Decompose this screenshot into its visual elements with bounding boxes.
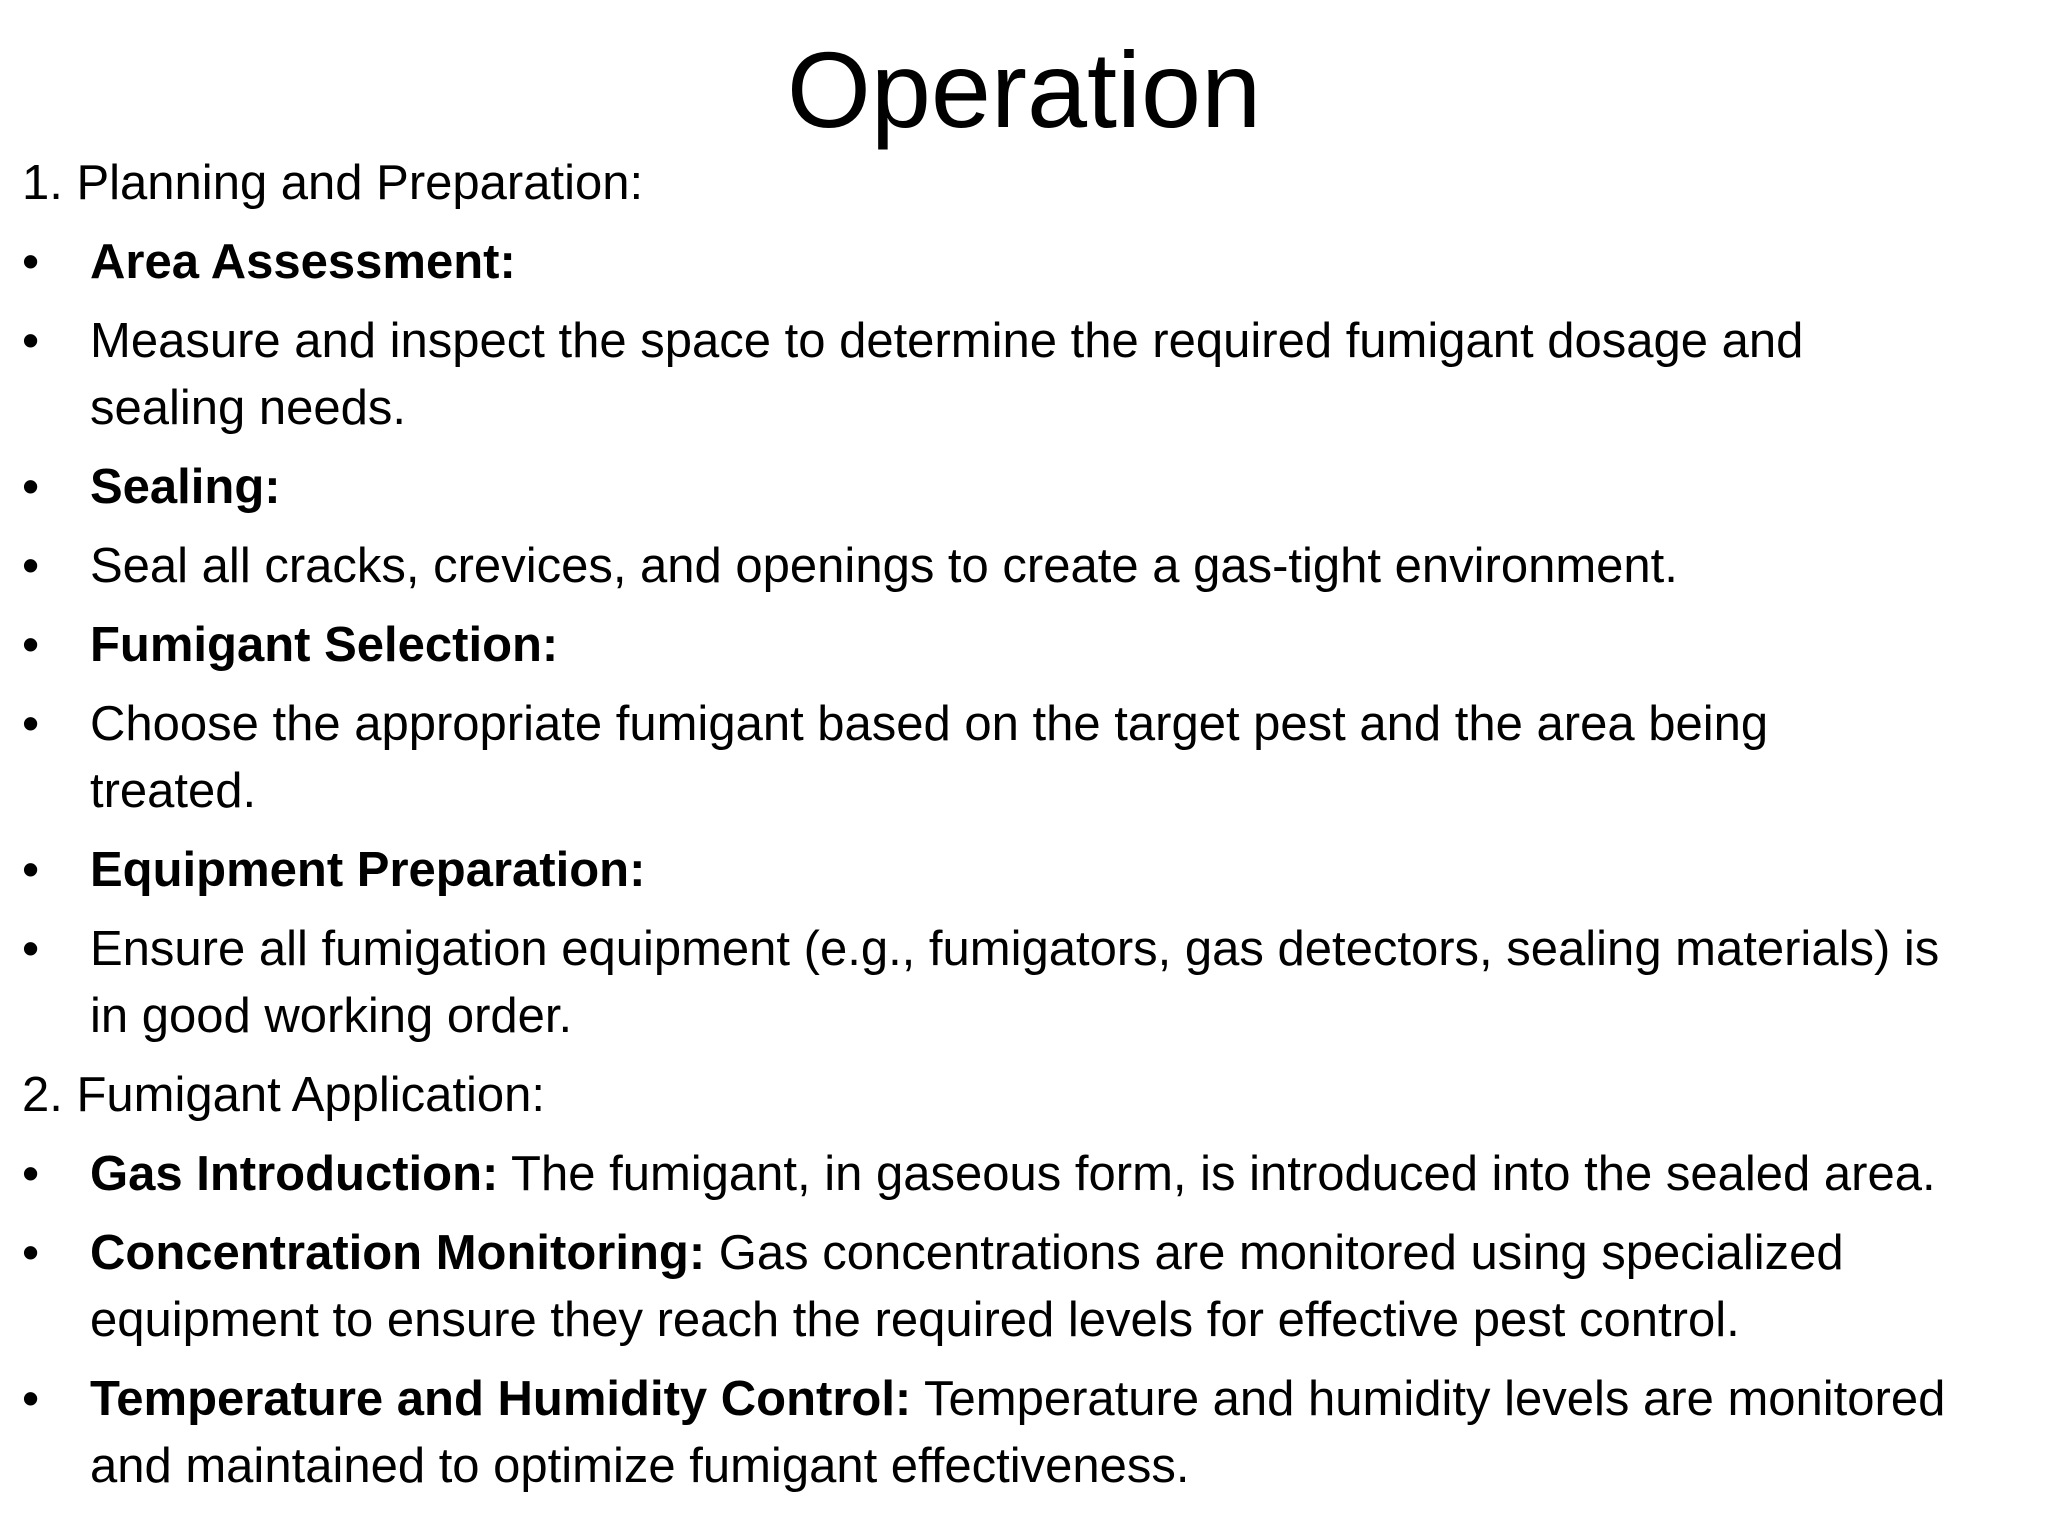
bullet-text-cont: equipment to ensure they reach the required levels for effective pest control. (90, 1293, 1740, 1347)
bullet-label: Concentration Monitoring: (90, 1226, 706, 1280)
bullet-fumigant-selection (22, 612, 2048, 679)
bullet-text-cont: sealing needs. (90, 381, 407, 435)
bullet-text: Ensure all fumigation equipment (e.g., fumigators, gas detectors, sealing materials) is (90, 922, 1940, 976)
bullet-seal-cracks (22, 533, 2048, 600)
bullet-icon: • (22, 235, 40, 289)
bullet-text-cont: and maintained to optimize fumigant effectiveness. (90, 1439, 1190, 1493)
bullet-choose-fumigant (22, 691, 2048, 825)
bullet-gas-introduction (22, 1141, 2048, 1208)
bullet-icon: • (22, 618, 40, 672)
bullet-icon: • (22, 1147, 40, 1201)
bullet-label: Gas Introduction: (90, 1147, 499, 1201)
bullet-icon: • (22, 922, 40, 976)
slide-body (22, 150, 2048, 1512)
bullet-icon: • (22, 697, 40, 751)
bullet-icon: • (22, 460, 40, 514)
section-heading-planning: 1. Planning and Preparation: (22, 156, 644, 210)
bullet-area-assessment (22, 229, 2048, 296)
section-heading-application: 2. Fumigant Application: (22, 1068, 545, 1122)
bullet-text: The fumigant, in gaseous form, is introduced into the sealed area. (498, 1147, 1936, 1201)
bullet-concentration-monitoring (22, 1220, 2048, 1354)
bullet-label: Temperature and Humidity Control: (90, 1372, 912, 1426)
bullet-text: Choose the appropriate fumigant based on the target pest and the area being (90, 697, 1769, 751)
bullet-icon: • (22, 539, 40, 593)
bullet-icon: • (22, 314, 40, 368)
bullet-sealing (22, 454, 2048, 521)
bullet-temperature-humidity (22, 1366, 2048, 1500)
bullet-label: Area Assessment: (90, 235, 516, 289)
bullet-text-cont: in good working order. (90, 989, 573, 1043)
bullet-text: Measure and inspect the space to determine the required fumigant dosage and (90, 314, 1804, 368)
bullet-measure-inspect (22, 308, 2048, 442)
bullet-icon: • (22, 1372, 40, 1426)
bullet-label: Fumigant Selection: (90, 618, 559, 672)
bullet-text: Temperature and humidity levels are monitored (911, 1372, 1946, 1426)
bullet-ensure-equipment (22, 916, 2048, 1050)
bullet-text: Seal all cracks, crevices, and openings to create a gas-tight environment. (90, 539, 1678, 593)
slide-title: Operation (786, 29, 1262, 150)
bullet-text-cont: treated. (90, 764, 257, 818)
bullet-text: Gas concentrations are monitored using specialized (705, 1226, 1844, 1280)
bullet-label: Sealing: (90, 460, 281, 514)
bullet-icon: • (22, 843, 40, 897)
bullet-label: Equipment Preparation: (90, 843, 646, 897)
bullet-equipment-preparation (22, 837, 2048, 904)
bullet-icon: • (22, 1226, 40, 1280)
